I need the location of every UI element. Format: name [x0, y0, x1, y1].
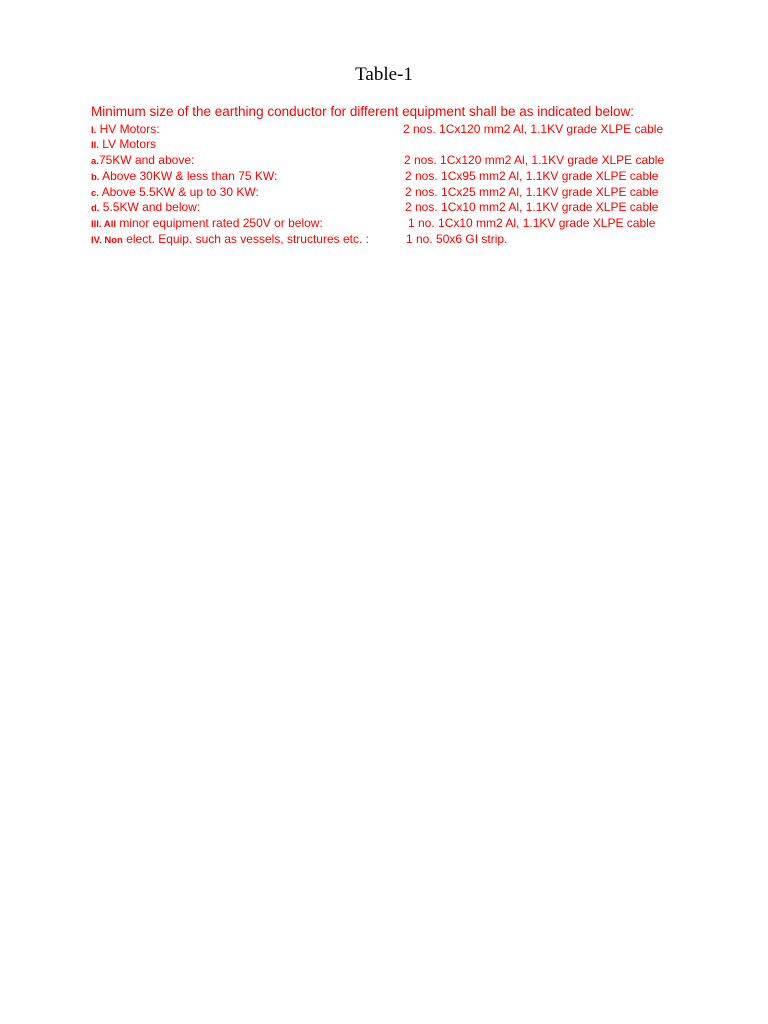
item-spec: 2 nos. 1Cx120 mm2 Al, 1.1KV grade XLPE cable — [403, 122, 664, 136]
item-text: minor equipment rated 250V or below: — [119, 216, 323, 230]
item-text: LV Motors — [102, 137, 157, 151]
item-label — [91, 122, 160, 136]
page-title: Table-1 — [355, 64, 413, 85]
item-marker: c. — [91, 188, 99, 199]
item-spec: 1 no. 1Cx10 mm2 Al, 1.1KV grade XLPE cable — [408, 216, 656, 230]
item-label — [91, 232, 369, 246]
item-marker: d. — [91, 203, 100, 214]
item-text: 5.5KW and below: — [102, 200, 201, 214]
item-text: HV Motors: — [99, 122, 160, 136]
table-row — [91, 185, 711, 201]
item-label — [91, 185, 259, 199]
item-label — [91, 153, 194, 167]
table-row — [91, 232, 711, 248]
table-row — [91, 122, 711, 138]
item-marker: IV. Non — [91, 235, 123, 246]
item-spec: 2 nos. 1Cx25 mm2 Al, 1.1KV grade XLPE cable — [405, 185, 659, 199]
item-marker: a. — [91, 156, 99, 167]
item-label — [91, 200, 200, 214]
table-row — [91, 137, 711, 153]
table-row — [91, 153, 711, 169]
item-spec: 1 no. 50x6 GI strip. — [406, 232, 508, 246]
item-label — [91, 169, 277, 183]
item-spec: 2 nos. 1Cx95 mm2 Al, 1.1KV grade XLPE cable — [405, 169, 659, 183]
intro-text: Minimum size of the earthing conductor for different equipment shall be as indicated below: — [91, 104, 635, 119]
item-text: Above 30KW & less than 75 KW: — [102, 169, 278, 183]
table-row — [91, 216, 711, 232]
item-text: elect. Equip. such as vessels, structures etc. : — [126, 232, 369, 246]
item-spec: 2 nos. 1Cx120 mm2 Al, 1.1KV grade XLPE cable — [404, 153, 665, 167]
item-marker: b. — [91, 172, 100, 183]
item-marker: I. — [91, 125, 97, 136]
item-marker: III. All — [91, 219, 116, 230]
item-label — [91, 137, 156, 151]
table-row — [91, 200, 711, 216]
item-text: 75KW and above: — [98, 153, 195, 167]
table-row — [91, 169, 711, 185]
item-spec: 2 nos. 1Cx10 mm2 Al, 1.1KV grade XLPE cable — [405, 200, 659, 214]
item-text: Above 5.5KW & up to 30 KW: — [101, 185, 259, 199]
item-label — [91, 216, 323, 230]
item-marker: II. — [91, 140, 99, 151]
